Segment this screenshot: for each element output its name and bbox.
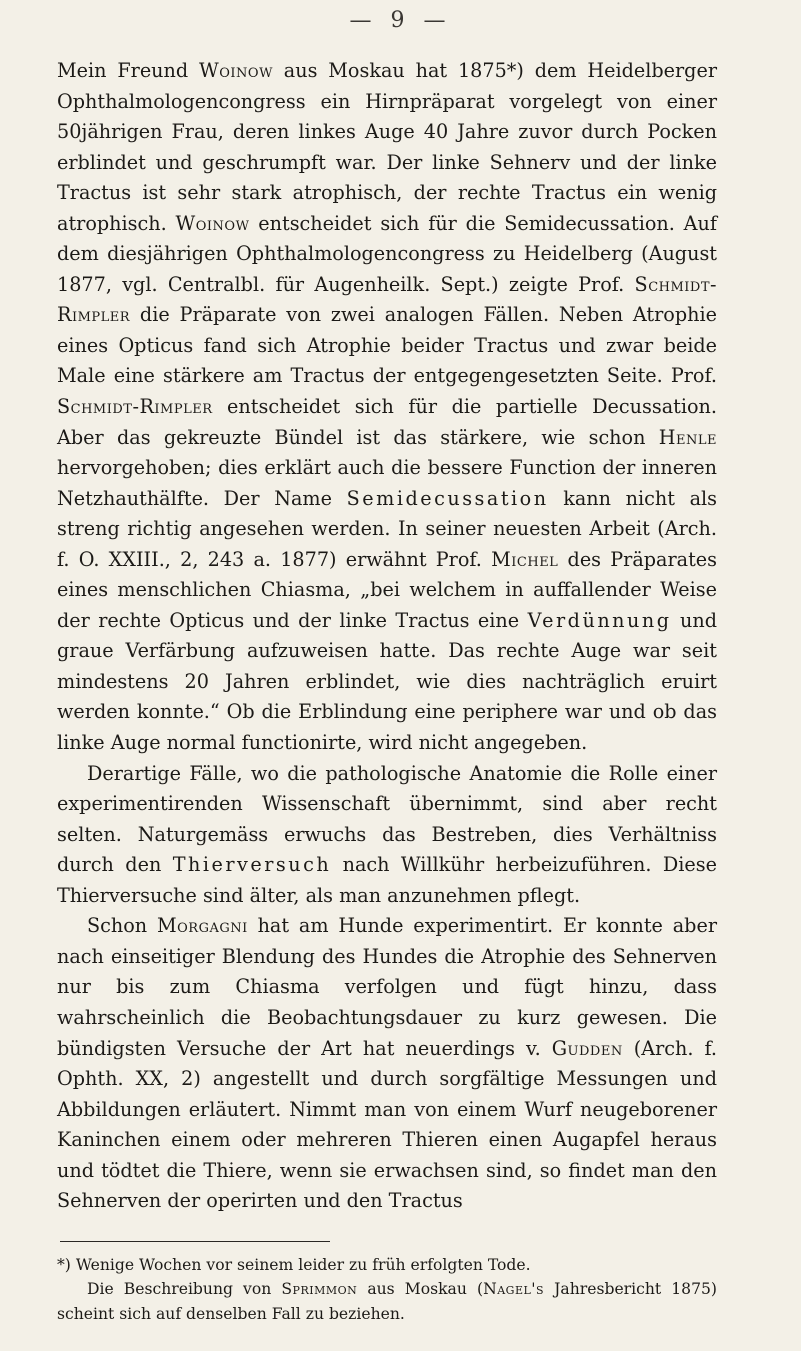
- author-name: Nagel's: [483, 1280, 545, 1299]
- author-name: Woinow: [199, 59, 273, 82]
- text-run: nach Willkühr herbeizuführen. Diese Thierversuche sind älter, als man anzunehmen pflegt.: [57, 853, 717, 907]
- text-run: Die Beschreibung von: [87, 1280, 282, 1299]
- footnote: [57, 1277, 717, 1326]
- author-name: Morgagni: [156, 914, 248, 938]
- text-run: und graue Verfärbung aufzuweisen hatte. Das rechte Auge war seit mindestens 20 Jahren erblindet, wie dies nachträglich eruirt werden konnte.“ Ob die Erblindung eine periphere war und ob das linke Auge normal functionirte, wird nicht angegeben.: [57, 608, 717, 755]
- paragraph: [57, 759, 717, 912]
- text-run: aus Moskau (: [357, 1280, 484, 1299]
- footnote-separator: [60, 1241, 330, 1242]
- text-run: kann nicht als streng richtig angesehen werden. In seiner neuesten Arbeit (Arch. f. O. XXIII., 2, 243 a. 1877) erwähnt Prof.: [57, 486, 718, 571]
- author-name: Woinow: [175, 211, 250, 235]
- body-text: [57, 56, 717, 1217]
- text-run: Mein Freund: [57, 59, 200, 82]
- text-run: entscheidet sich für die Semidecussation. Auf dem diesjährigen Ophthalmologencongress zu Heidelberg (August 1877, vgl. Centralbl. für Augenheilk. Sept.) zeigte Prof.: [57, 211, 717, 296]
- author-name: Michel: [491, 547, 559, 571]
- text-run: Derartige Fälle, wo die pathologische Anatomie die Rolle einer experimentirenden Wissenschaft übernimmt, sind aber recht selten. Naturgemäss erwuchs das Bestreben, dies Verhältniss durch den: [57, 761, 717, 877]
- author-name: Gudden: [551, 1036, 623, 1060]
- emphasized-term: Verdünnung: [527, 608, 672, 632]
- text-run: Jahresbericht 1875) scheint sich auf denselben Fall zu beziehen.: [57, 1280, 717, 1323]
- paragraph: [57, 56, 717, 759]
- text-run: *) Wenige Wochen vor seinem leider zu früh erfolgten Tode.: [57, 1256, 531, 1274]
- emphasized-term: Semidecussation: [346, 486, 549, 510]
- author-name: Henle: [658, 425, 717, 449]
- text-run: aus Moskau hat 1875*) dem Heidelberger Ophthalmologencongress ein Hirnpräparat vorgelegt von einer 50jährigen Frau, deren linkes Auge 40 Jahre zuvor durch Pocken erblindet und geschrumpft war. Der linke Sehnerv und der linke Tractus ist sehr stark atrophisch, der rechte Tractus ein wenig atrophisch.: [57, 59, 717, 235]
- author-name: Schmidt-Rimpler: [57, 272, 717, 327]
- text-run: (Arch. f. Ophth. XX, 2) angestellt und durch sorgfältige Messungen und Abbildungen erläutert. Nimmt man von einem Wurf neugeborener Kaninchen einem oder mehreren Thieren einen Augapfel heraus und tödtet die Thiere, wenn sie erwachsen sind, so findet man den Sehnerven der operirten und den Tractus: [57, 1036, 717, 1213]
- emphasized-term: Thierversuch: [172, 853, 332, 877]
- text-run: des Präparates eines menschlichen Chiasma, „bei welchem in auffallender Weise der rechte Opticus und der linke Tractus eine: [57, 547, 718, 632]
- author-name: Schmidt-Rimpler: [57, 395, 213, 419]
- text-run: hat am Hunde experimentirt. Er konnte aber nach einseitiger Blendung des Hundes die Atrophie des Sehnerven nur bis zum Chiasma verfolgen und fügt hinzu, dass wahrscheinlich die Beobachtungsdauer zu kurz gewesen. Die bündigsten Versuche der Art hat neuerdings v.: [57, 914, 717, 1060]
- footnotes: [57, 1253, 717, 1326]
- paragraph: [57, 911, 717, 1216]
- text-run: Schon: [87, 914, 157, 938]
- text-run: hervorgehoben; dies erklärt auch die bessere Function der inneren Netzhauthälfte. Der Name: [57, 456, 717, 510]
- page-number: — 9 —: [349, 8, 452, 33]
- text-run: die Präparate von zwei analogen Fällen. Neben Atrophie eines Opticus fand sich Atrophie beider Tractus und zwar beide Male eine stärkere am Tractus der entgegengesetzten Seite. Prof.: [57, 303, 717, 388]
- author-name: Sprimmon: [281, 1280, 358, 1299]
- footnote: [57, 1253, 717, 1277]
- text-run: entscheidet sich für die partielle Decussation. Aber das gekreuzte Bündel ist das stärkere, wie schon: [57, 395, 717, 449]
